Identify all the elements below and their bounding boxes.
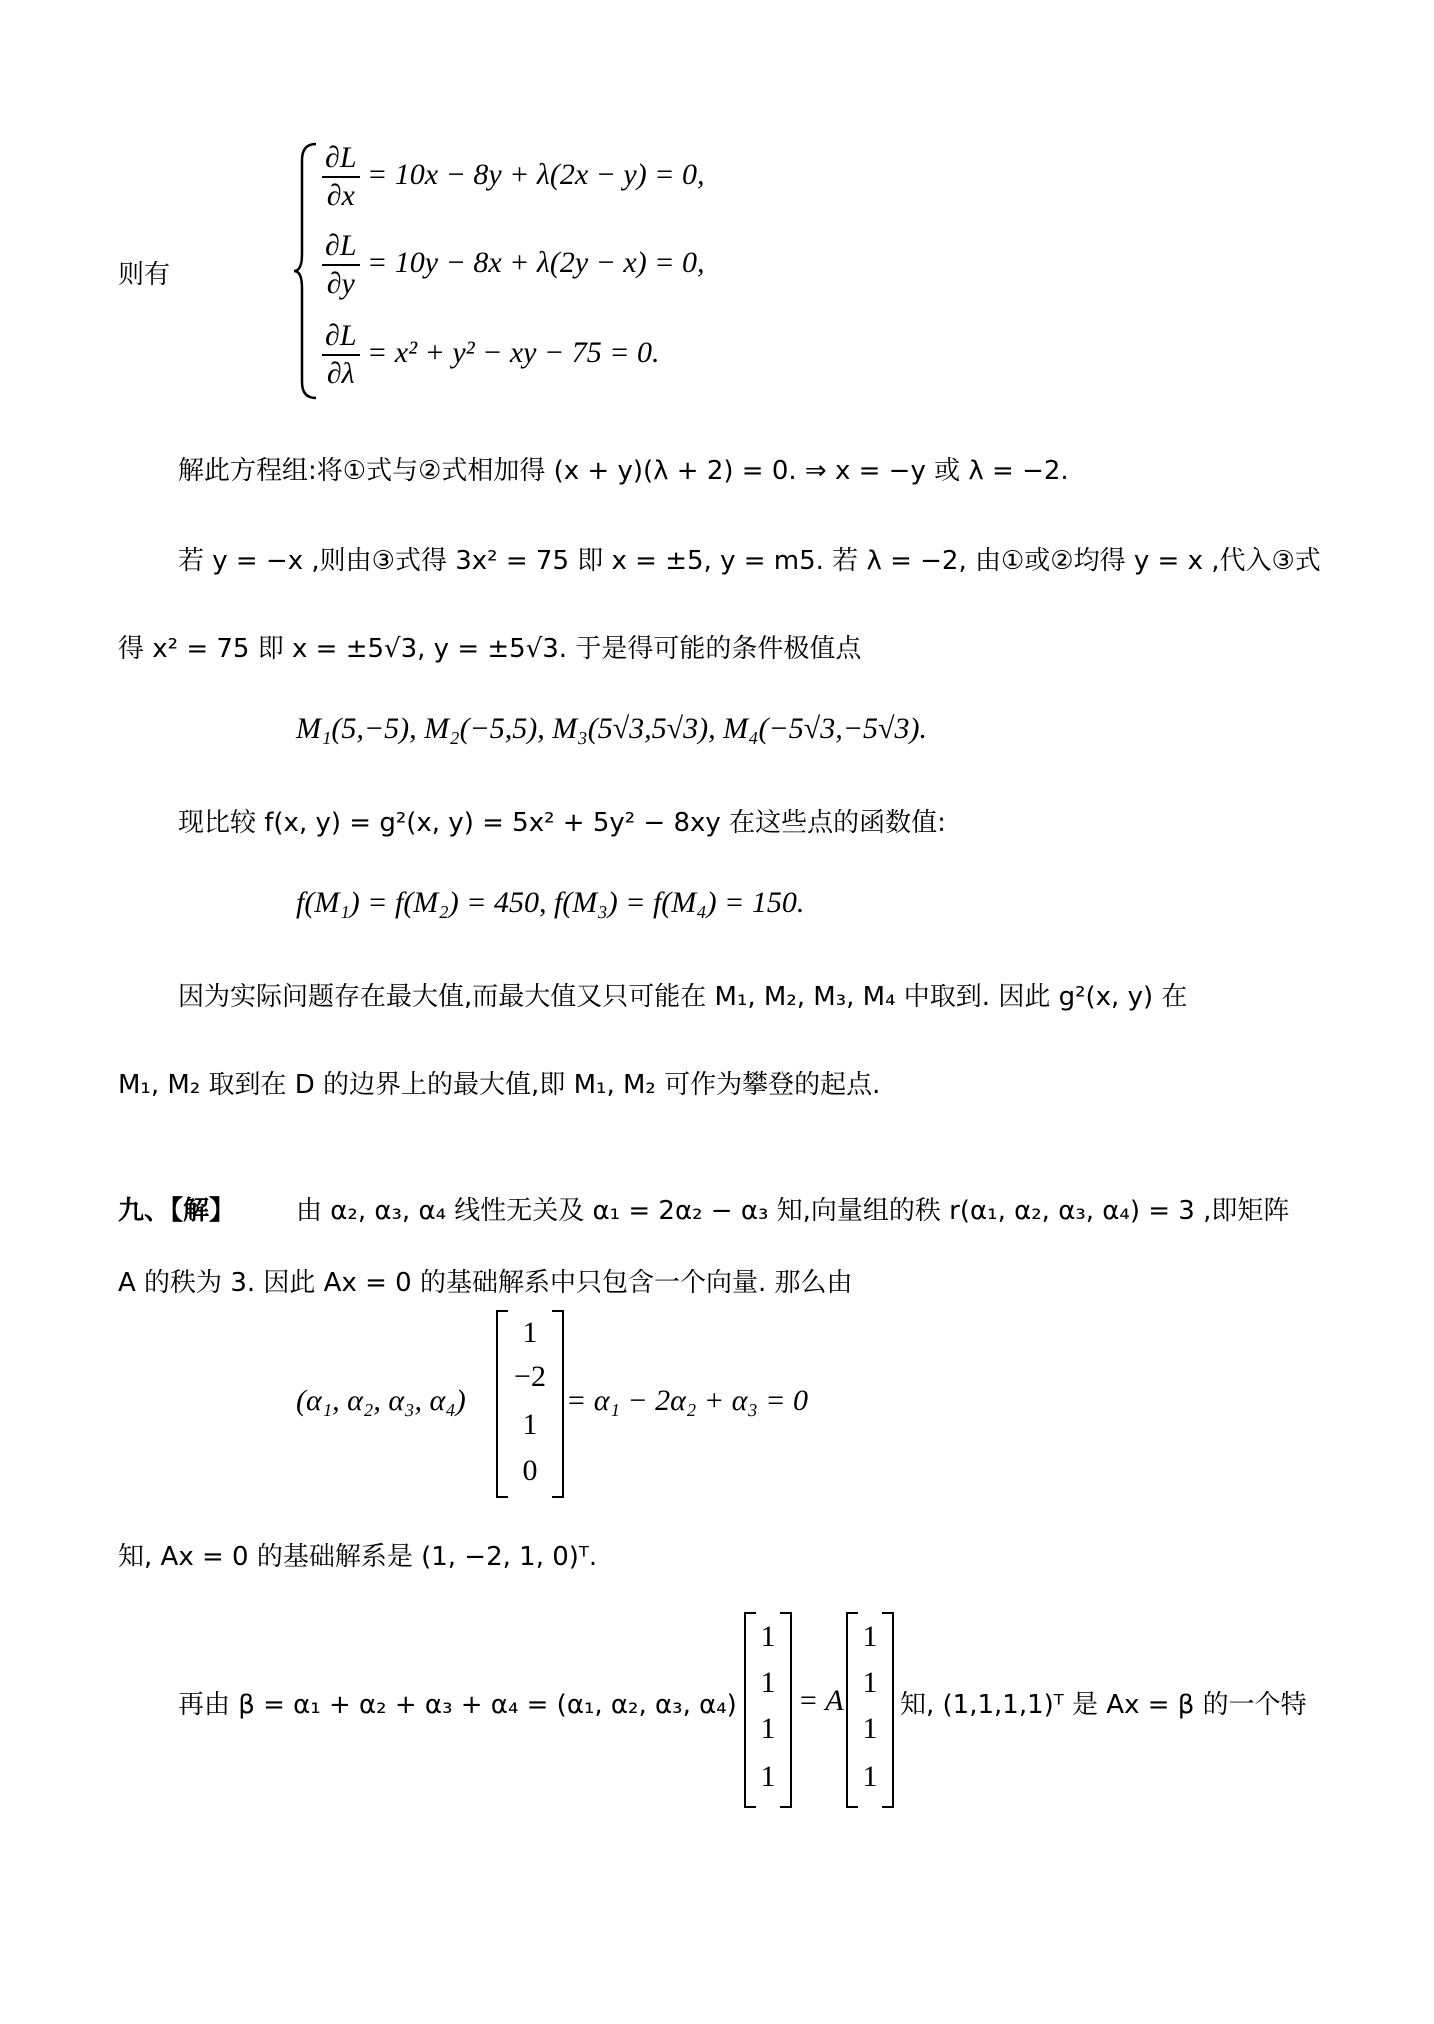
column-vector-ones-2: 1 1 1 1 xyxy=(846,1612,896,1808)
matrix-eq-rhs: = α₁ − 2α₂ + α₃ = 0 xyxy=(566,1384,809,1417)
paragraph-line-2: 若 y = −x ,则由③式得 3x² = 75 即 x = ±5, y = m5. 若 λ = −2, 由①或②均得 y = x ,代入③式 xyxy=(178,546,1321,576)
paragraph-line-9: 由 α₂, α₃, α₄ 线性无关及 α₁ = 2α₂ − α₃ 知,向量组的秩 r(α₁, α₂, α₃, α₄) = 3 ,即矩阵 xyxy=(296,1196,1290,1226)
equation-1: $\frac{\partial L}{\partial x}$ = 10x − 8y + λ(2x − y) = 0, xyxy=(322,140,704,214)
paragraph-line-12: 知, Ax = 0 的基础解系是 (1, −2, 1, 0)ᵀ. xyxy=(118,1542,598,1572)
paragraph-line-1: 解此方程组:将①式与②式相加得 (x + y)(λ + 2) = 0. ⇒ x = −y 或 λ = −2. xyxy=(178,456,1069,486)
section-heading: 九、【解】 xyxy=(118,1196,236,1226)
paragraph-line-3: 得 x² = 75 即 x = ±5√3, y = ±5√3. 于是得可能的条件极值点 xyxy=(118,634,862,664)
matrix-eq-2-mid: = A xyxy=(798,1684,844,1717)
system-label: 则有 xyxy=(118,260,171,290)
extremum-points: M₁(5,−5), M₂(−5,5), M₃(5√3,5√3), M₄(−5√3,−5√3). xyxy=(296,712,927,745)
column-vector-1: 1 −2 1 0 xyxy=(496,1310,566,1498)
matrix-eq-lhs: (α₁, α₂, α₃, α₄) xyxy=(296,1384,466,1417)
function-values: f(M₁) = f(M₂) = 450, f(M₃) = f(M₄) = 150. xyxy=(296,886,805,919)
paragraph-line-5: 现比较 f(x, y) = g²(x, y) = 5x² + 5y² − 8xy 在这些点的函数值: xyxy=(178,808,946,838)
paragraph-line-8: M₁, M₂ 取到在 D 的边界上的最大值,即 M₁, M₂ 可作为攀登的起点. xyxy=(118,1070,881,1100)
equation-2: $\frac{\partial L}{\partial y}$ = 10y − 8x + λ(2y − x) = 0, xyxy=(322,228,704,302)
paragraph-line-13c: 知, (1,1,1,1)ᵀ 是 Ax = β 的一个特 xyxy=(900,1690,1307,1720)
paragraph-line-7: 因为实际问题存在最大值,而最大值又只可能在 M₁, M₂, M₃, M₄ 中取到. 因此 g²(x, y) 在 xyxy=(178,982,1188,1012)
column-vector-ones-1: 1 1 1 1 xyxy=(744,1612,794,1808)
left-brace-icon xyxy=(290,140,320,402)
equation-3: $\frac{\partial L}{\partial\lambda}$ = x² + y² − xy − 75 = 0. xyxy=(322,318,660,392)
paragraph-line-13a: 再由 β = α₁ + α₂ + α₃ + α₄ = (α₁, α₂, α₃, α₄) xyxy=(178,1690,737,1720)
paragraph-line-10: A 的秩为 3. 因此 Ax = 0 的基础解系中只包含一个向量. 那么由 xyxy=(118,1268,853,1298)
